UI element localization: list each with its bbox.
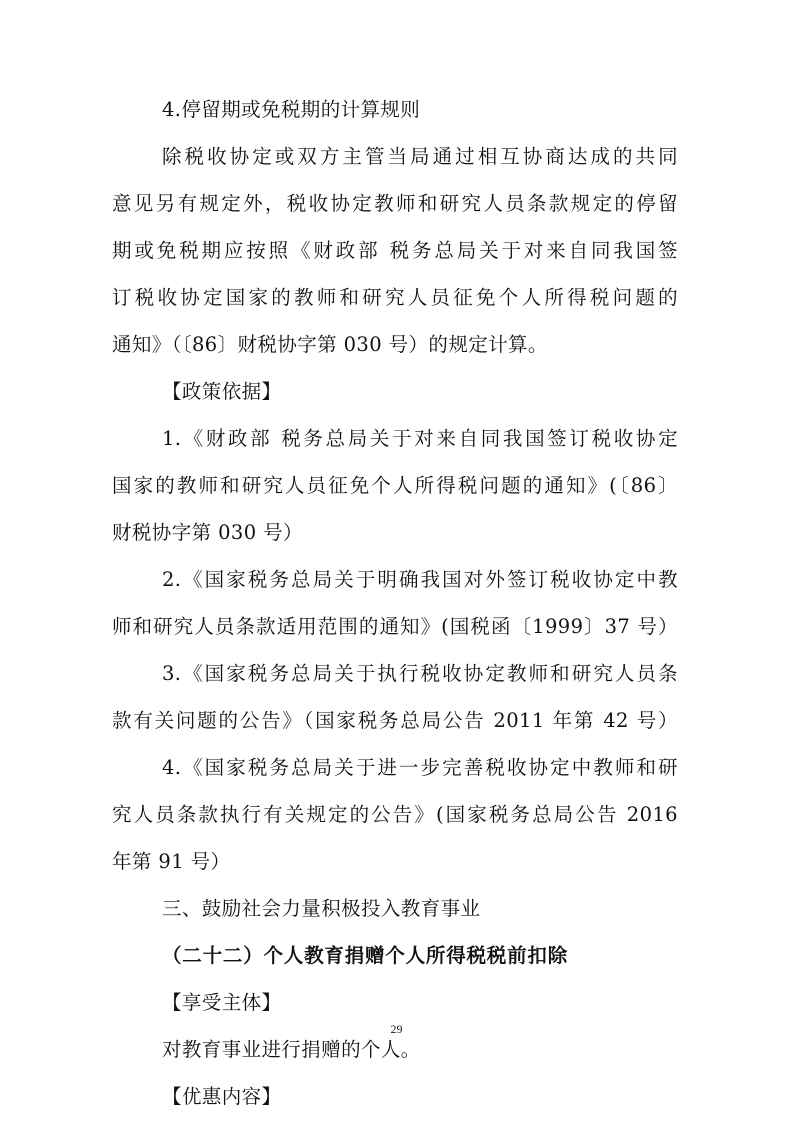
item-heading: （二十二）个人教育捐赠个人所得税税前扣除: [162, 944, 569, 967]
paragraph-line: 意见另有规定外，税收协定教师和研究人员条款规定的停留: [112, 192, 678, 215]
reference-line: 2.《国家税务总局关于明确我国对外签订税收协定中教: [162, 568, 678, 591]
page-content: [112, 86, 678, 1120]
policy-basis-label: 【政策依据】: [162, 380, 282, 403]
preferential-content-label: 【优惠内容】: [162, 1085, 282, 1108]
paragraph-line: 除税收协定或双方主管当局通过相互协商达成的共同: [162, 145, 678, 168]
page-number: 29: [390, 1022, 403, 1036]
reference-line: 1.《财政部 税务总局关于对来自同我国签订税收协定: [162, 427, 678, 450]
reference-line: 财税协字第 030 号）: [112, 521, 303, 544]
reference-line: 年第 91 号）: [112, 850, 231, 873]
section-heading: 三、鼓励社会力量积极投入教育事业: [162, 897, 481, 920]
reference-line: 师和研究人员条款适用范围的通知》(国税函〔1999〕37 号）: [112, 615, 678, 638]
reference-line: 4.《国家税务总局关于进一步完善税收协定中教师和研: [162, 756, 678, 779]
reference-line: 国家的教师和研究人员征免个人所得税问题的通知》(〔86〕: [112, 474, 678, 497]
paragraph-line: 订税收协定国家的教师和研究人员征免个人所得税问题的: [112, 286, 678, 309]
beneficiary-label: 【享受主体】: [162, 991, 282, 1014]
paragraph-line: 通知》（〔86〕财税协字第 030 号）的规定计算。: [112, 333, 548, 356]
reference-line: 款有关问题的公告》（国家税务总局公告 2011 年第 42 号）: [112, 709, 678, 732]
paragraph-line: 期或免税期应按照《财政部 税务总局关于对来自同我国签: [112, 239, 678, 262]
reference-line: 究人员条款执行有关规定的公告》(国家税务总局公告 2016: [112, 803, 678, 826]
reference-line: 3.《国家税务总局关于执行税收协定教师和研究人员条: [162, 662, 678, 685]
beneficiary-text: 对教育事业进行捐赠的个人。: [162, 1038, 421, 1061]
subsection-heading: 4.停留期或免税期的计算规则: [162, 98, 421, 121]
